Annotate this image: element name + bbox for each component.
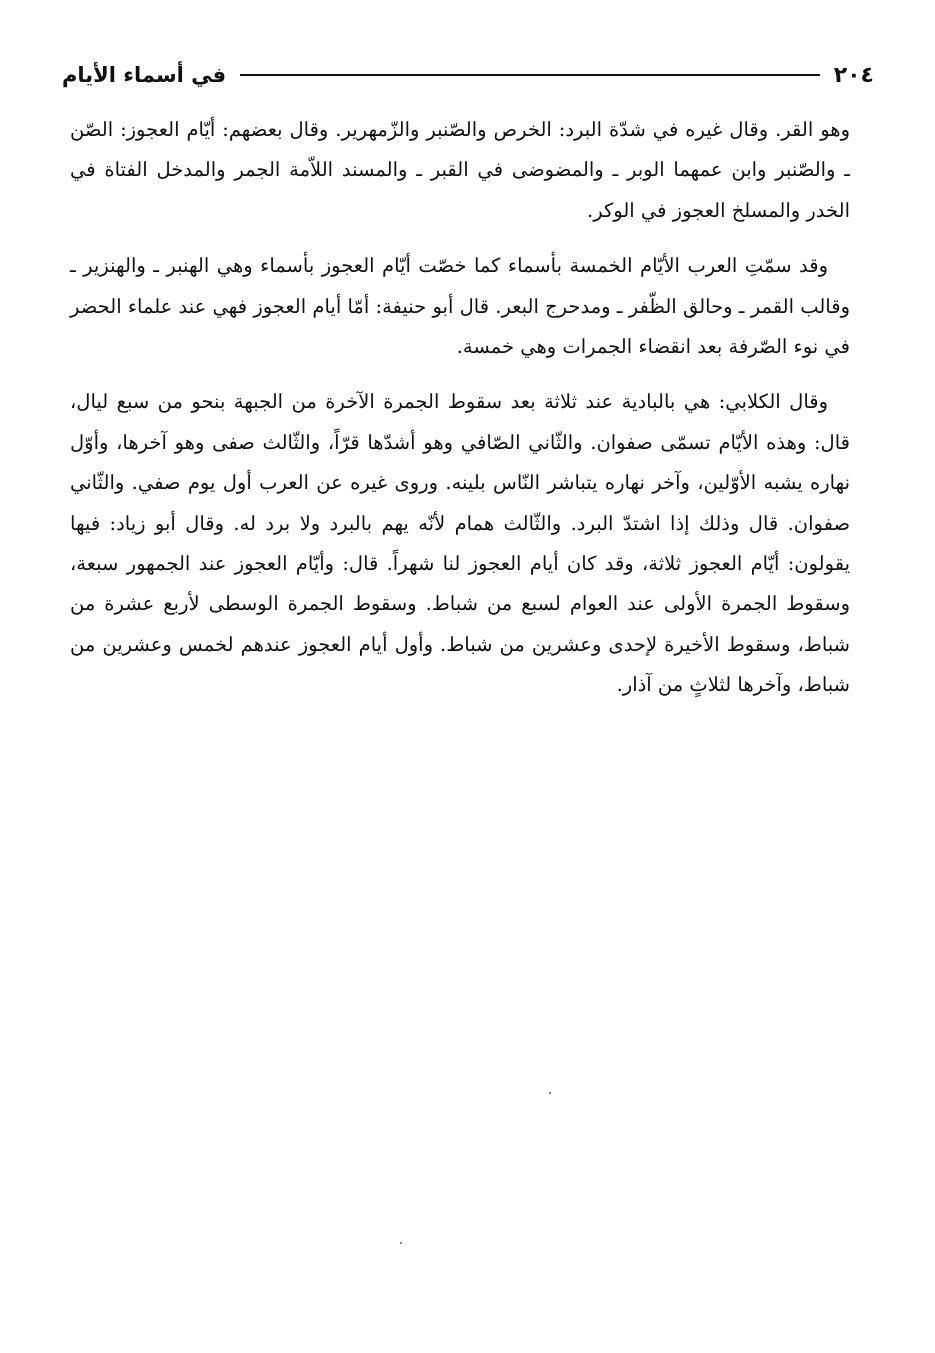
- running-header: [62, 55, 874, 95]
- paragraph-1: وهو القر. وقال غيره في شدّة البرد: الخرص والصّنبر والزّمهرير. وقال بعضهم: أيّام العجوز: الصّن ـ والصّنبر وابن عمهما الوبر ـ والمضوضى في القبر ـ والمسند اللاّمة الجمر والمدخل الفتاة في الخدر والمسلخ العجوز في الوكر.: [70, 118, 850, 222]
- scan-speck: [400, 1242, 402, 1244]
- header-rule: [240, 74, 820, 76]
- paragraph-2: وقد سمّتِ العرب الأيّام الخمسة بأسماء كما خصّت أيّام العجوز بأسماء وهي الهنبر ـ والهنزير ـ وقالب القمر ـ وحالق الظّفر ـ ومدحرج البعر. قال أبو حنيفة: أمّا أيام العجوز فهي عند علماء الحضر في نوء الصّرفة بعد انقضاء الجمرات وهي خمسة.: [70, 254, 850, 359]
- running-title: في أسماء الأيام: [62, 63, 227, 87]
- scan-speck: [549, 1092, 551, 1094]
- page-number: ٢٠٤: [833, 62, 874, 88]
- paragraph-3: وقال الكلابي: هي بالبادية عند ثلاثة بعد سقوط الجمرة الآخرة من الجبهة بنحو من سبع ليال، قال: وهذه الأيّام تسمّى صفوان. والثّاني الصّافي وهو أشدّها قرّاً، والثّالث صفى وهو آخرها، وأوّل نهاره يشبه الأوّلين، وآخر نهاره يتباشر النّاس بلينه. وروى غيره عن العرب أول يوم صفي. والثّاني صفوان. قال وذلك إذا اشتدّ البرد. والثّالث همام لأنّه يهم بالبرد ولا برد له. وقال أبو زياد: فيها يقولون: أيّام العجوز ثلاثة، وقد كان أيام العجوز لنا شهراً. قال: وأيّام العجوز عند الجمهور سبعة، وسقوط الجمرة الأولى عند العوام لسبع من شباط. وسقوط الجمرة الوسطى لأربع عشرة من شباط، وسقوط الأخيرة لإحدى وعشرين من شباط. وأول أيام العجوز عندهم لخمس وعشرين من شباط، وآخرها لثلاثٍ من آذار.: [70, 390, 850, 697]
- body-text: [70, 110, 850, 721]
